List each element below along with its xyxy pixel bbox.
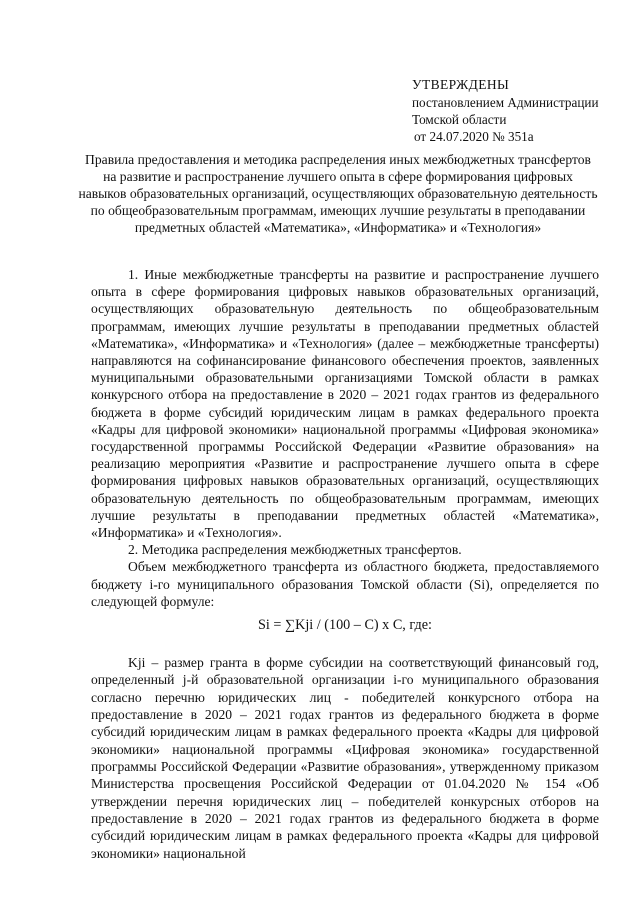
approval-block — [412, 76, 622, 145]
approval-date-line: от 24.07.2020 № 351а — [414, 129, 534, 144]
document-title: Правила предоставления и методика распределения иных межбюджетных трансфертов на развитие и распространение лучшего опыта в сфере формирования цифровых навыков образовательных организаций, осуществляющих образовательную деятельность по общеобразовательным программам, имеющих лучшие результаты в преподавании предметных областей «Математика», «Информатика» и «Технология» — [78, 152, 598, 236]
paragraph-3: Объем межбюджетного трансферта из областного бюджета, предоставляемого бюджету i-го муниципального образования Томской области (Si), определяется по следующей формуле: — [91, 559, 599, 609]
approval-line-1: постановлением Администрации — [412, 95, 599, 110]
paragraph-1: 1. Иные межбюджетные трансферты на развитие и распространение лучшего опыта в сфере формирования цифровых навыков образовательных организаций, осуществляющих образовательную деятельность по общеобразовательным программам, имеющих лучшие результаты в преподавании предметных областей «Математика», «Информатика» и «Технология» (далее – межбюджетные трансферты) направляются на софинансирование финансового обеспечения проектов, заявленных муниципальными образовательными организациями Томской области в рамках конкурсного отбора на предоставление в 2020 – 2021 годах грантов из федерального бюджета в форме субсидий юридическим лицам в рамках федерального проекта «Кадры для цифровой экономики» национальной программы «Цифровая экономика» государственной программы Российской Федерации «Развитие образования» на реализацию мероприятия «Развитие и распространение лучшего опыта в сфере формирования цифровых навыков образовательных организаций, осуществляющих образовательную деятельность по общеобразовательным программам, имеющих лучшие результаты в преподавании предметных областей «Математика», «Информатика» и «Технология». — [91, 267, 599, 541]
formula: Si = ∑Kji / (100 – C) x C, где: — [258, 617, 432, 633]
document-body-continued — [91, 654, 599, 862]
paragraph-2: 2. Методика распределения межбюджетных трансфертов. — [128, 542, 462, 558]
paragraph-4: Kji – размер гранта в форме субсидии на соответствующий финансовый год, определенный j-й образовательной организации i-го муниципального образования согласно перечню юридических лиц - победителей конкурсного отбора на предоставление в 2020 – 2021 годах грантов из федерального бюджета в форме субсидий юридическим лицам в рамках федерального проекта «Кадры для цифровой экономики» национальной программы «Цифровая экономика» государственной программы Российской Федерации «Развитие образования», утвержденному приказом Министерства просвещения Российской Федерации от 01.04.2020 № 154 «Об утверждении перечня юридических лиц – победителей конкурсных отборов на предоставление в 2020 – 2021 годах грантов из федерального бюджета в форме субсидий юридическим лицам в рамках федерального проекта «Кадры для цифровой экономики» национальной — [91, 655, 599, 861]
approval-line-2: Томской области — [412, 112, 507, 127]
document-body — [91, 266, 599, 610]
approval-heading: УТВЕРЖДЕНЫ — [412, 77, 510, 92]
